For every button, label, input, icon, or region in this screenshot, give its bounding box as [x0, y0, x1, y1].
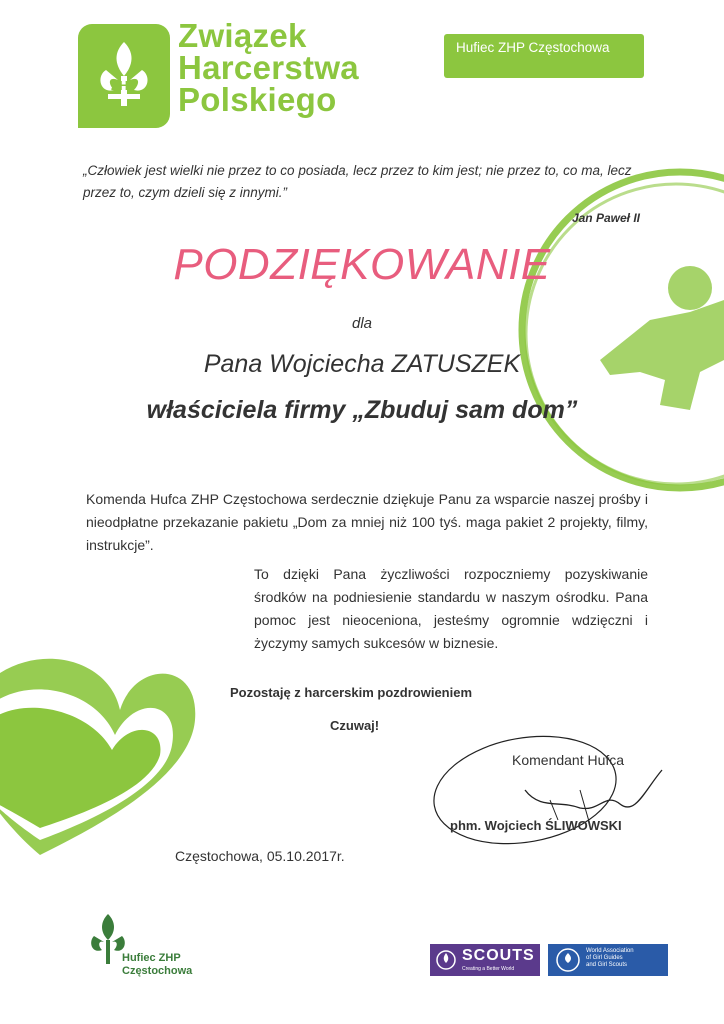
zhp-logo	[78, 24, 170, 128]
hufiec-badge	[444, 34, 644, 78]
hufiec-badge-label: Hufiec ZHP Częstochowa	[456, 40, 610, 55]
signer-title: Komendant Hufca	[512, 752, 625, 768]
body-paragraph-1: Komenda Hufca ZHP Częstochowa serdecznie dziękuje Panu za wsparcie naszej prośby i nieodpłatne przekazanie pakietu „Dom za mniej niż 100 tyś. maga pakiet 2 projekty, filmy, instrukcje”.	[86, 491, 648, 553]
recipient-role: właściciela firmy „Zbuduj sam dom”	[146, 396, 578, 424]
for-label: dla	[351, 315, 373, 332]
scouts-label: SCOUTS	[462, 947, 535, 964]
document-date: Częstochowa, 05.10.2017r.	[175, 848, 345, 864]
quote-author: Jan Paweł II	[571, 211, 640, 225]
wagggs-logo	[548, 944, 668, 976]
recipient-name: Pana Wojciecha ZATUSZEK	[203, 350, 521, 378]
closing-greeting: Pozostaję z harcerskim pozdrowieniem	[230, 685, 473, 700]
logo-text: ZHP	[111, 78, 137, 93]
scouts-tagline: Creating a Better World	[462, 966, 515, 972]
quote-text: „Człowiek jest wielki nie przez to co posiada, lecz przez to kim jest; nie przez to, co ma, lecz przez to, czym dzieli się z innymi.”	[83, 163, 632, 200]
body-paragraph-2: To dzięki Pana życzliwości rozpoczniemy pozyskiwanie środków na podniesienie standardu w naszym ośrodku. Pana pomoc jest nieoceniona, jesteśmy ogromnie wdzięczni i życzymy samych sukcesów w biznesie.	[254, 566, 648, 651]
organization-name: Związek Harcerstwa Polskiego	[178, 17, 359, 118]
heart-decoration	[0, 650, 200, 860]
trefoil-icon	[556, 948, 580, 972]
scouts-logo	[430, 944, 540, 976]
wagggs-label: World Association of Girl Guides and Girl Scouts	[586, 948, 634, 968]
handwritten-signature	[430, 730, 680, 860]
hufiec-footer-label: Hufiec ZHP Częstochowa	[122, 952, 193, 977]
scouts-emblem-icon	[436, 950, 456, 970]
fleur-de-lis-icon	[78, 24, 170, 128]
document-title: PODZIĘKOWANIE	[173, 240, 551, 289]
closing-motto: Czuwaj!	[330, 718, 380, 733]
signer-name: phm. Wojciech ŚLIWOWSKI	[450, 818, 622, 833]
